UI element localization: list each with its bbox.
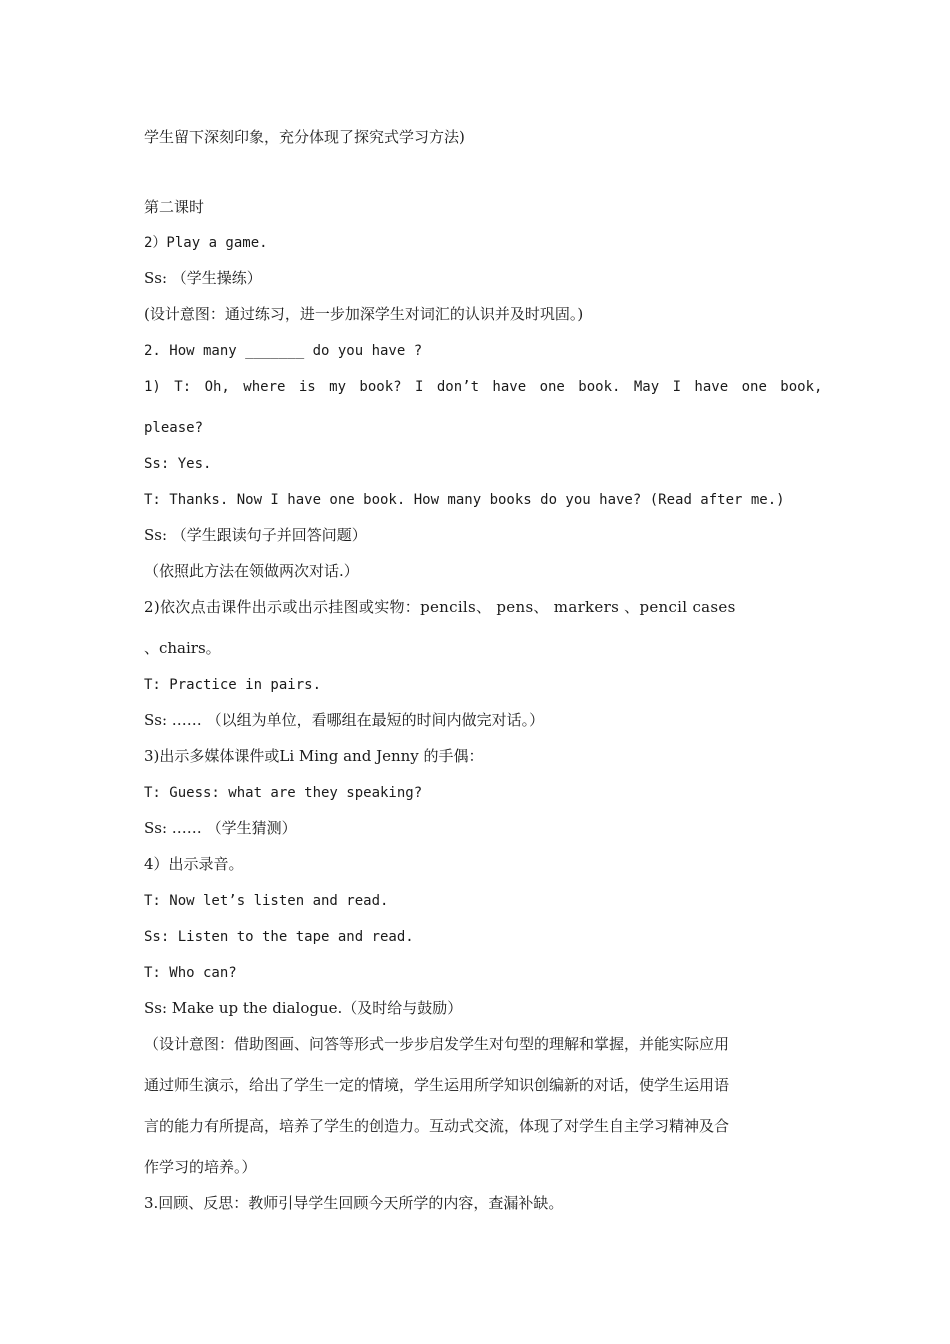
section-heading: 3.回顾、反思：教师引导学生回顾今天所学的内容，查漏补缺。 — [144, 1194, 564, 1212]
text-line: Ss: Listen to the tape and read. — [144, 929, 414, 945]
text-line: Ss: …… （以组为单位，看哪组在最短的时间内做完对话。） — [144, 711, 545, 729]
text-line: 2）Play a game. — [144, 235, 268, 251]
design-intent-note: 作学习的培养。） — [144, 1158, 257, 1176]
text-line: 1) T: Oh, where is my book? I don’t have one book. May I have one book, — [144, 379, 823, 395]
text-line: T: Who can? — [144, 965, 237, 981]
lesson-heading: 第二课时 — [144, 198, 205, 216]
text-line: 学生留下深刻印象，充分体现了探究式学习方法) — [144, 128, 465, 146]
design-intent-note: (设计意图：通过练习，进一步加深学生对词汇的认识并及时巩固。) — [144, 305, 584, 323]
text-line: T: Now let’s listen and read. — [144, 893, 389, 909]
text-line: （依照此方法在领做两次对话.） — [144, 562, 359, 580]
design-intent-note: 言的能力有所提高，培养了学生的创造力。互动式交流，体现了对学生自主学习精神及合 — [144, 1117, 730, 1135]
text-line: 3)出示多媒体课件或Li Ming and Jenny 的手偶： — [144, 747, 484, 765]
text-line: Ss: （学生操练） — [144, 269, 262, 287]
text-line: Ss: …… （学生猜测） — [144, 819, 297, 837]
design-intent-note: （设计意图：借助图画、问答等形式一步步启发学生对句型的理解和掌握，并能实际应用 — [144, 1035, 730, 1053]
text-line: Ss: （学生跟读句子并回答问题） — [144, 526, 367, 544]
text-line: Ss: Make up the dialogue.（及时给与鼓励） — [144, 999, 463, 1017]
section-heading: 2. How many _______ do you have ? — [144, 343, 423, 359]
design-intent-note: 通过师生演示，给出了学生一定的情境，学生运用所学知识创编新的对话，使学生运用语 — [144, 1076, 730, 1094]
text-line: please? — [144, 420, 204, 436]
text-line: 4）出示录音。 — [144, 855, 244, 873]
text-line: Ss: Yes. — [144, 456, 212, 472]
text-line: T: Practice in pairs. — [144, 677, 322, 693]
text-line: T: Guess: what are they speaking? — [144, 785, 423, 801]
text-line: 、chairs。 — [144, 639, 221, 657]
text-line: 2)依次点击课件出示或出示挂图或实物：pencils、 pens、 markers 、pencil cases — [144, 598, 736, 616]
text-line: T: Thanks. Now I have one book. How many books do you have? (Read after me.) — [144, 492, 785, 508]
